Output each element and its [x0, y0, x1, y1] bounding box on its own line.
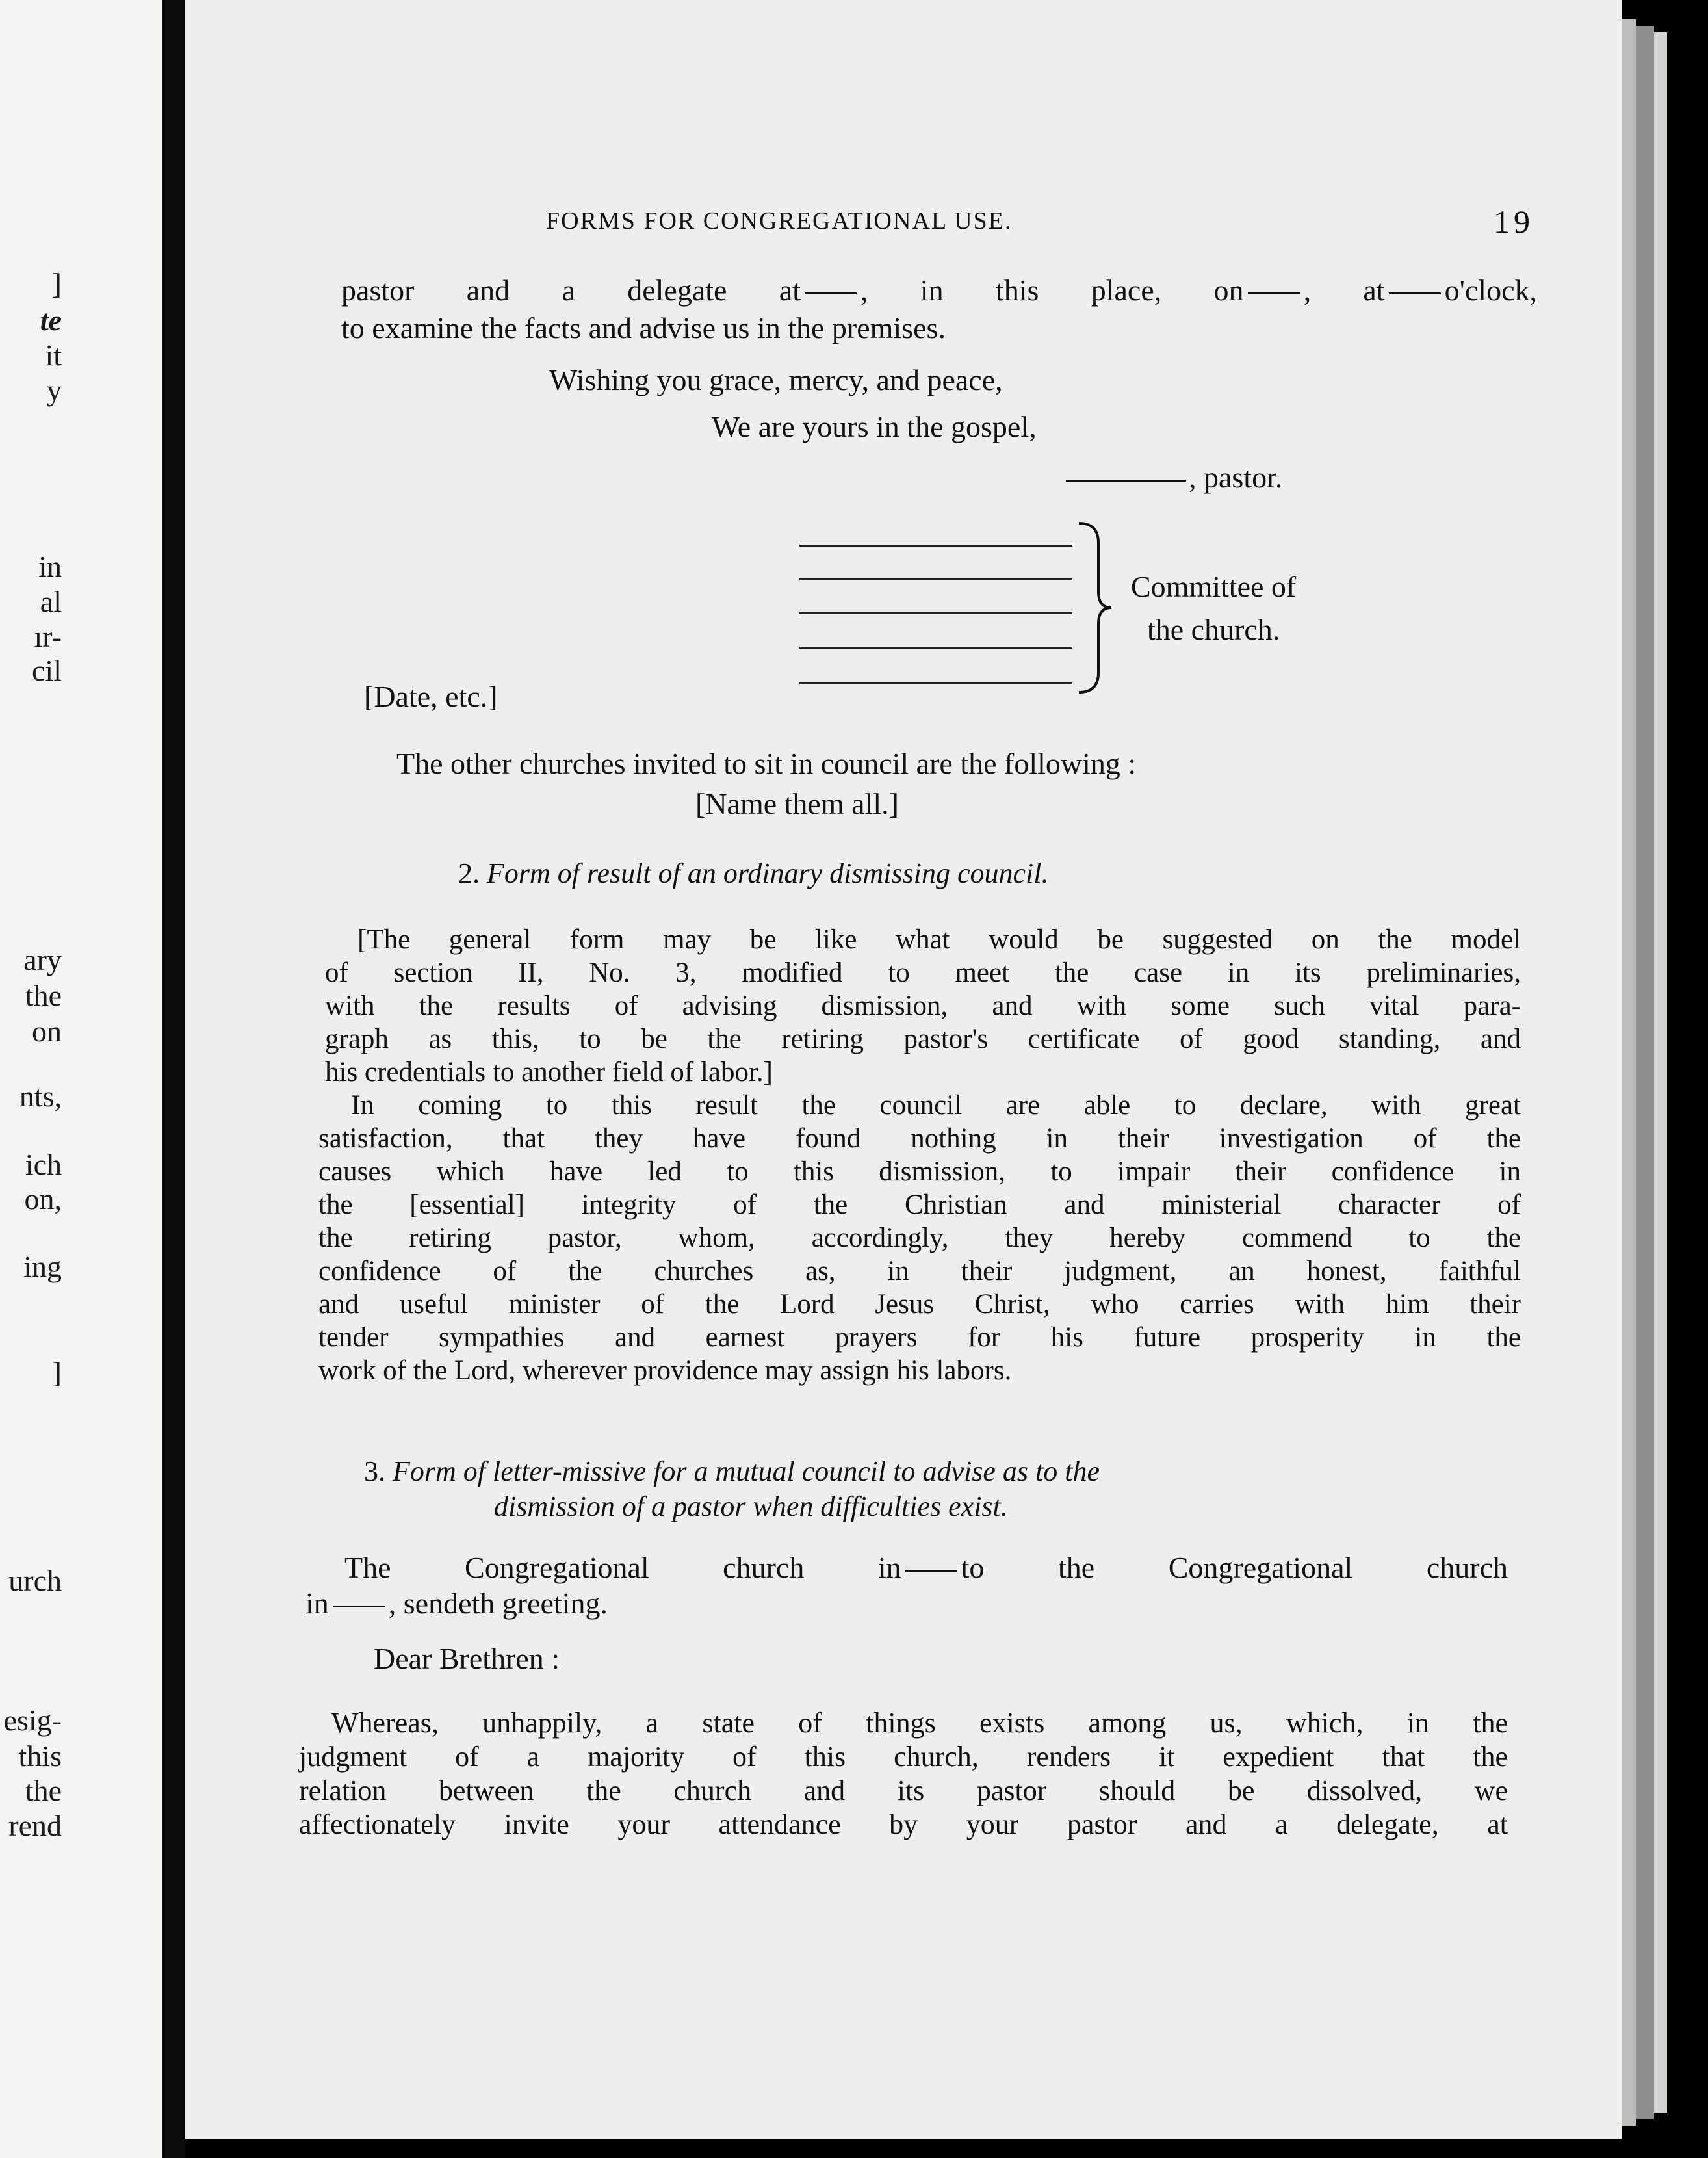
blank-line	[1066, 480, 1186, 482]
left-facing-page	[0, 0, 162, 2158]
left-fragment: rend	[8, 1809, 62, 1842]
left-fragment: esig-	[3, 1704, 62, 1737]
name-them-all: [Name them all.]	[695, 787, 899, 820]
letter1-closing1: Wishing you grace, mercy, and peace,	[549, 363, 1003, 396]
left-fragment: ]	[51, 267, 62, 300]
committee-label: Committee of the church.	[1131, 570, 1297, 646]
section2-heading: 2. Form of result of an ordinary dismissing council.	[458, 857, 1049, 889]
other-churches-line: The other churches invited to sit in council are the following :	[396, 747, 1137, 780]
blank-line	[333, 1606, 385, 1607]
left-fragment: it	[45, 339, 62, 372]
committee-signature-line	[799, 612, 1072, 614]
date-placeholder: [Date, etc.]	[364, 680, 498, 713]
section2-body: In coming to this result the council are able to declare, with great satisfaction, that they have found nothing in their investigation of the causes which have led to this dismission, to impair their confidence in the [essential] integrity of the Christian and ministerial character of the retiring pastor, whom, accordingly, they hereby commend to the confidence of the churches as, in their judgment, an honest, faithful and useful minister of the Lord Jesus Christ, who carries with him their tender sympathies and earnest prayers for his future prosperity in the work of the Lord, wherever providence may assign his labors.	[318, 1090, 1521, 1386]
blank-line	[1389, 292, 1441, 294]
blank-line	[1248, 292, 1300, 294]
left-fragment: the	[25, 1774, 62, 1807]
section3-heading-line1: 3. Form of letter-missive for a mutual council to advise as to the	[364, 1455, 1100, 1487]
page-header	[546, 203, 1534, 246]
page-stack-edge	[1622, 20, 1636, 2126]
blank-line	[905, 1570, 957, 1572]
left-fragment: ing	[23, 1250, 62, 1283]
section3-body: Whereas, unhappily, a state of things exists among us, which, in the judgment of a majority of this church, renders it expedient that the relation between the church and its pastor should be dissolved, we affectionately invite your attendance by your pastor and a delegate, at	[299, 1707, 1508, 1840]
left-fragment: on	[32, 1015, 62, 1048]
blank-line	[805, 292, 857, 294]
left-fragment: urch	[8, 1564, 62, 1597]
book-gutter	[162, 0, 185, 2158]
left-fragment: ır-	[34, 620, 62, 653]
committee-signature-line	[799, 545, 1072, 547]
left-fragment: cil	[32, 654, 62, 687]
left-fragment: ary	[23, 943, 62, 976]
letter1-closing2: We are yours in the gospel,	[712, 410, 1037, 443]
section3-greeting-line1: The Congregational church in to the Congregational church	[344, 1551, 1508, 1584]
page-stack-edge	[1654, 32, 1667, 2112]
section3-greeting-line2: in , sendeth greeting.	[305, 1587, 608, 1620]
left-fragment: al	[40, 585, 62, 618]
pastor-signature: , pastor.	[1066, 460, 1282, 495]
left-fragment: ]	[51, 1356, 62, 1389]
curly-brace	[1076, 520, 1115, 696]
page-stack-edge	[1636, 26, 1654, 2119]
committee-signature-line	[799, 682, 1072, 684]
running-head: FORMS FOR CONGREGATIONAL USE.	[546, 207, 1013, 235]
left-fragment: the	[25, 979, 62, 1012]
section2-note: [The general form may be like what would be suggested on the model of section II, No. 3, modified to meet the case in its preliminaries, with the results of advising dismission, and with some such vital para- graph as this, to be the retiring pastor's certificate of good standing, and his credentials to another field of labor.]	[325, 924, 1521, 1087]
left-fragment: te	[40, 304, 62, 337]
left-fragment: ich	[25, 1148, 62, 1181]
left-fragment: this	[18, 1739, 62, 1773]
section3-salutation: Dear Brethren :	[374, 1642, 560, 1675]
committee-signature-line	[799, 578, 1072, 580]
letter1-line1: pastor and a delegate at , in this place, on , at o'clock,	[341, 274, 1537, 307]
page-number: 19	[1494, 203, 1534, 240]
letter1-line2: to examine the facts and advise us in the premises.	[341, 311, 946, 344]
committee-signature-line	[799, 647, 1072, 649]
left-fragment: in	[38, 550, 62, 583]
left-fragment: y	[47, 374, 62, 407]
book-page	[185, 0, 1622, 2138]
left-fragment: nts,	[19, 1080, 62, 1113]
left-fragment: on,	[24, 1182, 62, 1216]
section3-heading-line2: dismission of a pastor when difficulties exist.	[494, 1490, 1008, 1522]
